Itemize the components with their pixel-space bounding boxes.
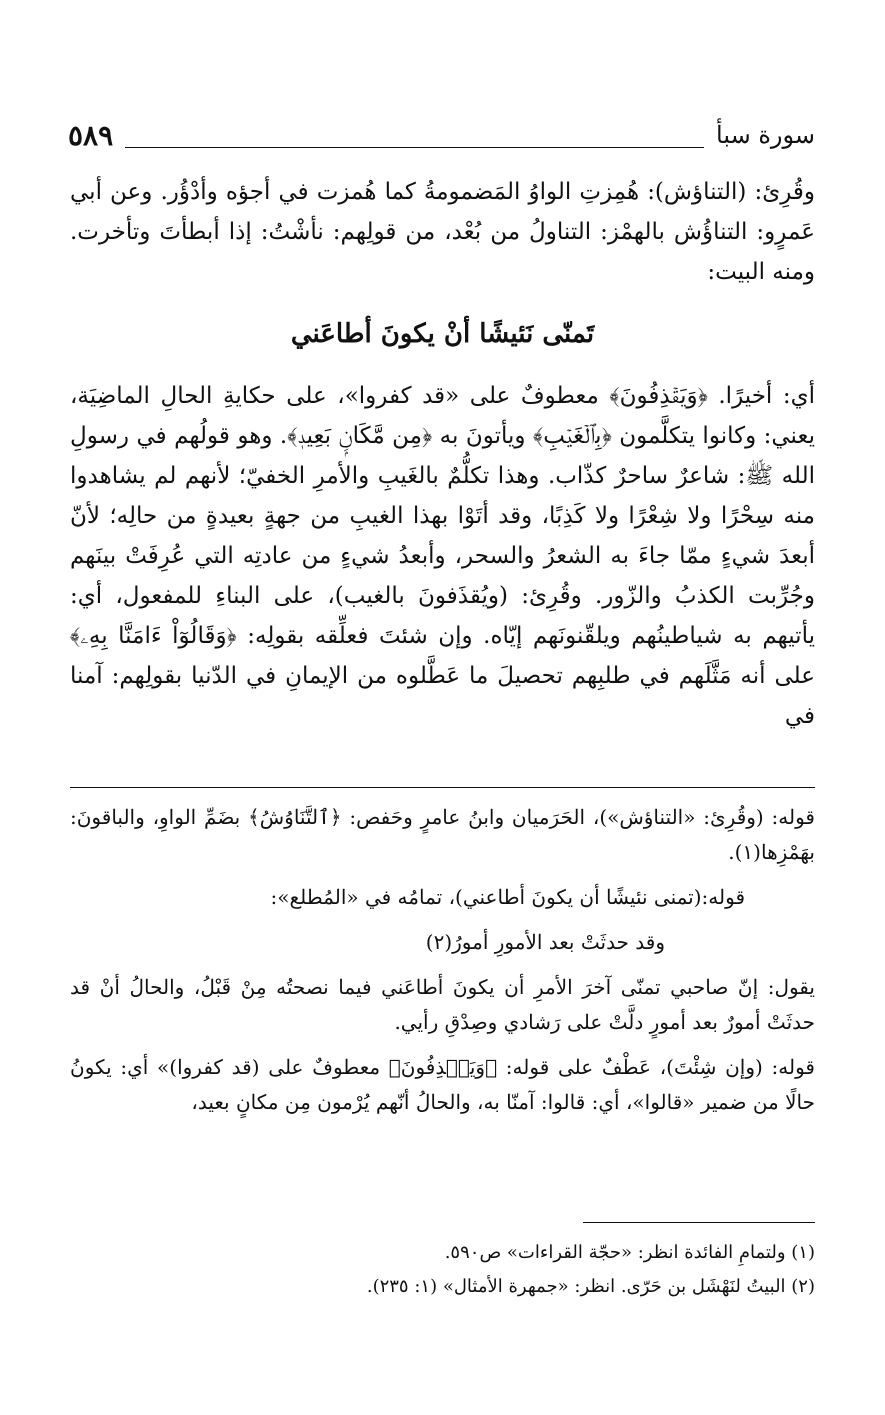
- footnote-2: (٢) البيتُ لنَهْشَل بن حَرّى. انظر: «جمهرة الأمثال» (١: ٢٣٥).: [366, 1276, 815, 1297]
- note-3: يقول: إنّ صاحبي تمنّى آخرَ الأمرِ أن يكونَ أطاعَني فيما نصحتُه مِنْ قَبْلُ، والحالُ أنْ قد حدثَتْ أمورٌ بعد أمورٍ دلَّتْ على رَشادي وصِدْقِ رأيي.: [70, 975, 815, 1034]
- note-2-poem: وقد حدثَتْ بعد الأمورِ أمورُ(٢): [425, 930, 665, 954]
- note-4: قوله: (وإن شِئْتَ)، عَطْفٌ على قوله: ﴿وَيَقۡذِفُونَ﴾ معطوفٌ على (قد كفروا)» أي: يكونُ حالًا من ضمير «قالوا»، أي: قالوا: آمنّا به، والحالُ أنّهم يُرْمون مِن مكانٍ بعيد،: [70, 1055, 815, 1114]
- paragraph-2: أي: أخيرًا. ﴿وَيَقۡذِفُونَ﴾ معطوفٌ على «قد كفروا»، على حكايةِ الحالِ الماضِيَة، يعني: وكانوا يتكلَّمون ﴿بِٱلۡغَيۡبِ﴾ ويأتونَ به ﴿مِن مَّكَانِۭ بَعِيدٖ﴾. وهو قولُهم في رسولِ الله ﷺ: شاعرٌ ساحرٌ كذّاب. وهذا تكلُّمٌ بالغَيبِ والأمرِ الخفيّ؛ لأنهم لم يشاهدوا منه سِحْرًا ولا شِعْرًا ولا كَذِبًا، وقد أتَوْا بهذا الغيبِ من جهةٍ بعيدةٍ من حالِه؛ لأنّ أبعدَ شيءٍ ممّا جاءَ به الشعرُ والسحر، وأبعدُ شيءٍ من عادتِه التي عُرِفَتْ بينَهم وجُرِّبت الكذبُ والزّور. وقُرِئ: (ويُقذَفونَ بالغيب)، على البناءِ للمفعول، أي: يأتيهم به شياطينُهم ويلقّنونَهم إيّاه. وإن شئتَ فعلِّقه بقولِه: ﴿وَقَالُوٓاْ ءَامَنَّا بِهِۦ﴾ على أنه مَثَّلَهم في طلبِهم تحصيلَ ما عَطَّلوه من الإيمانِ في الدّنيا بقولِهم: آمنا في: [70, 383, 815, 729]
- header-rule: [125, 147, 704, 148]
- footnotes: [70, 1236, 815, 1304]
- footnote-1: (١) ولتمامِ الفائدة انظر: «حجّة القراءات» ص٥٩٠.: [444, 1242, 815, 1263]
- paragraph-1: وقُرِئ: (التناؤش): هُمِزتِ الواوُ المَضمومةُ كما هُمزت في أجؤه وأدْؤُر. وعن أبي عَمرٍو: التناؤُش بالهمْز: التناولُ من بُعْد، من قولِهم: نأشْتُ: إذا أبطأتَ وتأخرت. ومنه البيت:: [70, 179, 815, 285]
- surah-title: سورة سبأ: [716, 121, 815, 149]
- note-2: قوله:(تمنى نئيشًا أن يكونَ أطاعني)، تمامُه في «المُطلع»:: [270, 885, 745, 909]
- footnote-divider: [583, 1222, 815, 1223]
- main-commentary: [70, 172, 815, 736]
- page-header: [68, 118, 815, 152]
- marginal-notes: [70, 800, 815, 1130]
- note-1: قوله: (وقُرِئ: «التناؤش»)، الحَرَميان وابنُ عامرٍ وحَفص: ﴿ٱلتَّنَاوُشُ﴾ بضَمِّ الواوِ، والباقونَ: بهَمْزِها(١).: [70, 805, 815, 864]
- poem-verse: تَمنّى نَئيشًا أنْ يكونَ أطاعَني: [290, 319, 595, 349]
- page-number: ٥٨٩: [68, 118, 114, 152]
- section-divider: [70, 787, 815, 788]
